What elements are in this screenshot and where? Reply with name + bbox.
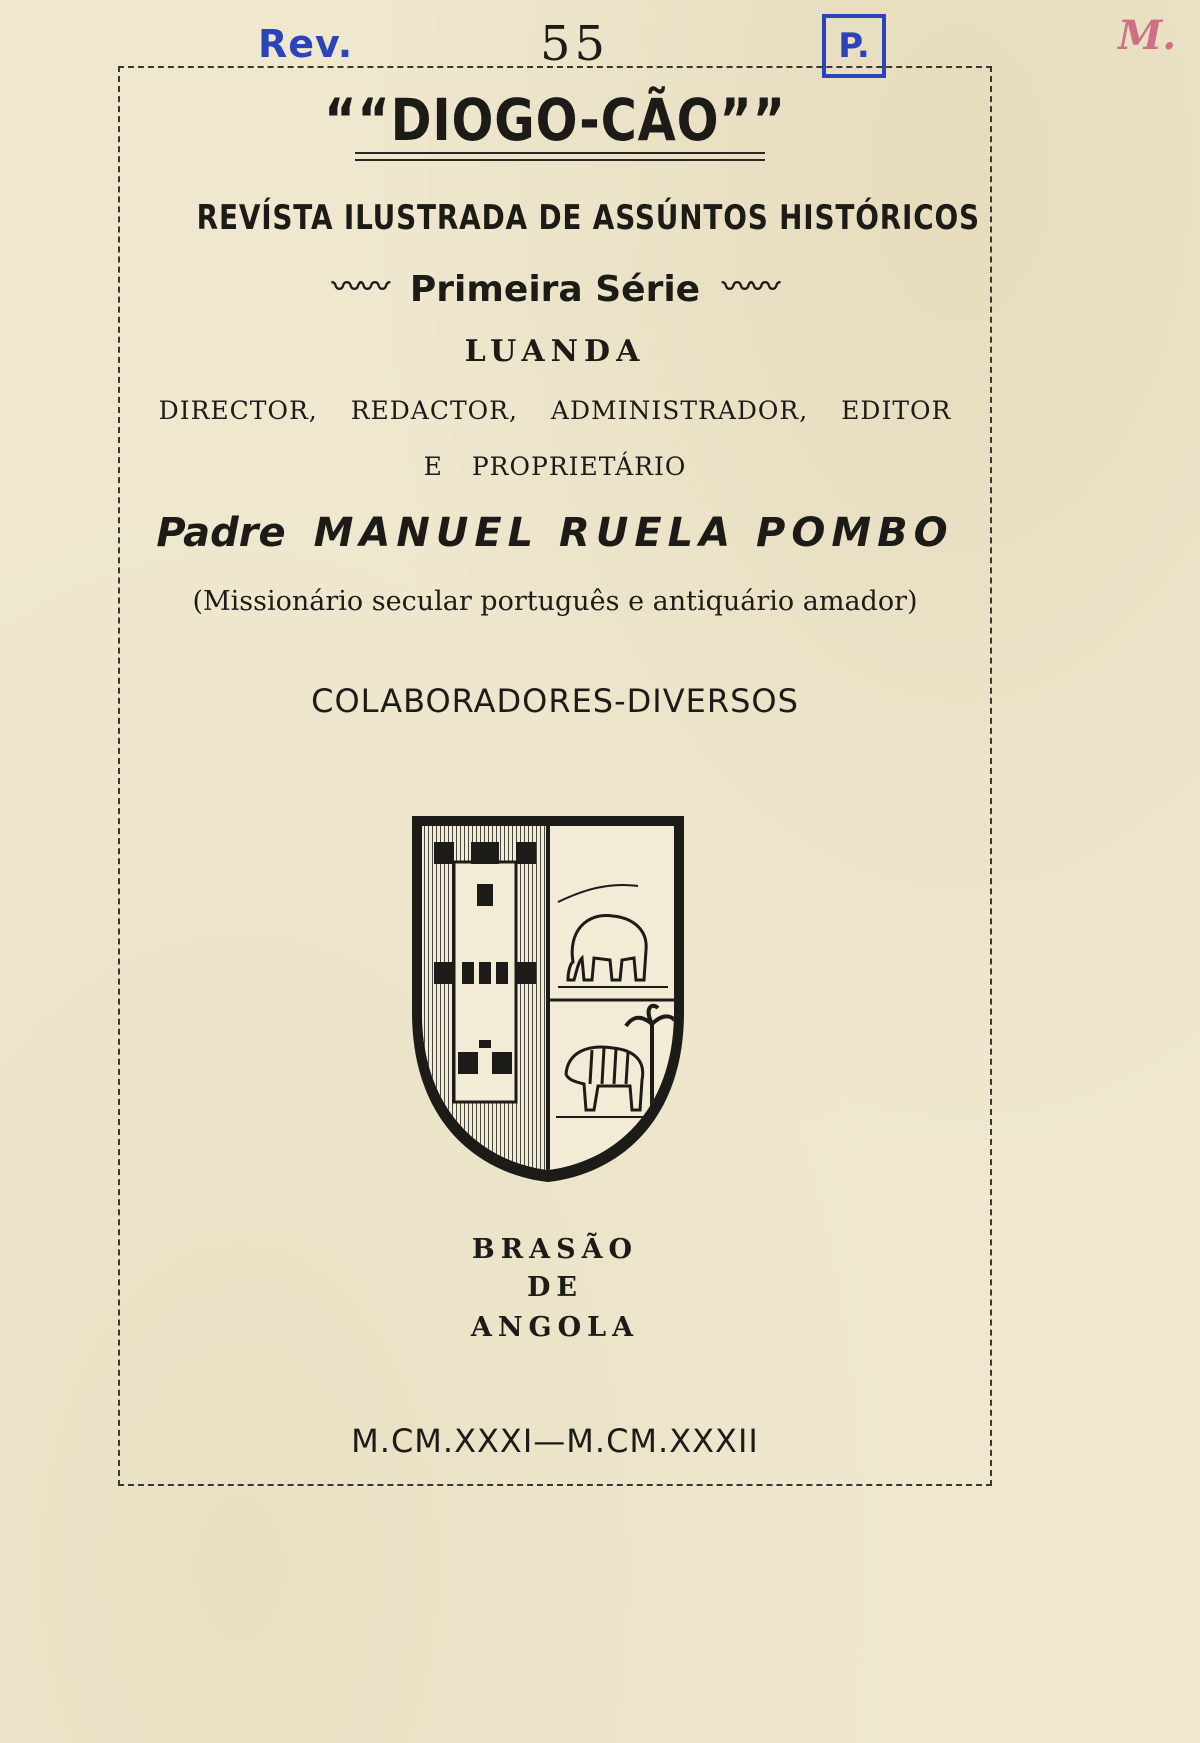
- journal-subtitle: REVÍSTA ILUSTRADA DE ASSÚNTOS HISTÓRICOS: [196, 198, 980, 238]
- crest-caption-line-1: BRASÃO: [471, 1234, 639, 1265]
- p-stamp-box: P.: [822, 14, 886, 78]
- author-line: [118, 510, 992, 556]
- author-name: MANUEL RUELA POMBO: [313, 510, 954, 556]
- publication-dates: M.CM.XXXI—M.CM.XXXII: [351, 1422, 759, 1460]
- page-number: 55: [540, 16, 610, 72]
- roles-line-1: [118, 396, 992, 425]
- role-conjunction: E: [423, 452, 443, 481]
- role-administrador: ADMINISTRADOR,: [550, 396, 809, 425]
- series-label: Primeira Série: [409, 269, 701, 310]
- roles-line-2: [118, 452, 992, 481]
- crest-caption-line-3: ANGOLA: [470, 1312, 640, 1343]
- city-name: LUANDA: [464, 334, 646, 369]
- series-line: [118, 262, 992, 310]
- m-pencil-mark: M.: [1118, 12, 1177, 59]
- collaborators-line: COLABORADORES-DIVERSOS: [311, 682, 799, 720]
- role-proprietario: PROPRIETÁRIO: [471, 452, 687, 481]
- role-redactor: REDACTOR,: [350, 396, 518, 425]
- crest-caption-line-2: DE: [527, 1272, 583, 1303]
- left-wave-ornament: 〰〰: [331, 270, 388, 305]
- title-double-rule: [355, 152, 765, 161]
- right-wave-ornament: 〰〰: [722, 270, 779, 305]
- role-editor: EDITOR: [841, 396, 952, 425]
- rev-stamp: Rev.: [258, 22, 354, 66]
- coat-of-arms-angola-icon: [408, 812, 688, 1184]
- author-prefix: Padre: [156, 510, 286, 556]
- role-director: DIRECTOR,: [158, 396, 318, 425]
- journal-title: ““DIOGO-CÃO””: [324, 86, 786, 154]
- author-note: (Missionário secular português e antiquário amador): [192, 586, 918, 617]
